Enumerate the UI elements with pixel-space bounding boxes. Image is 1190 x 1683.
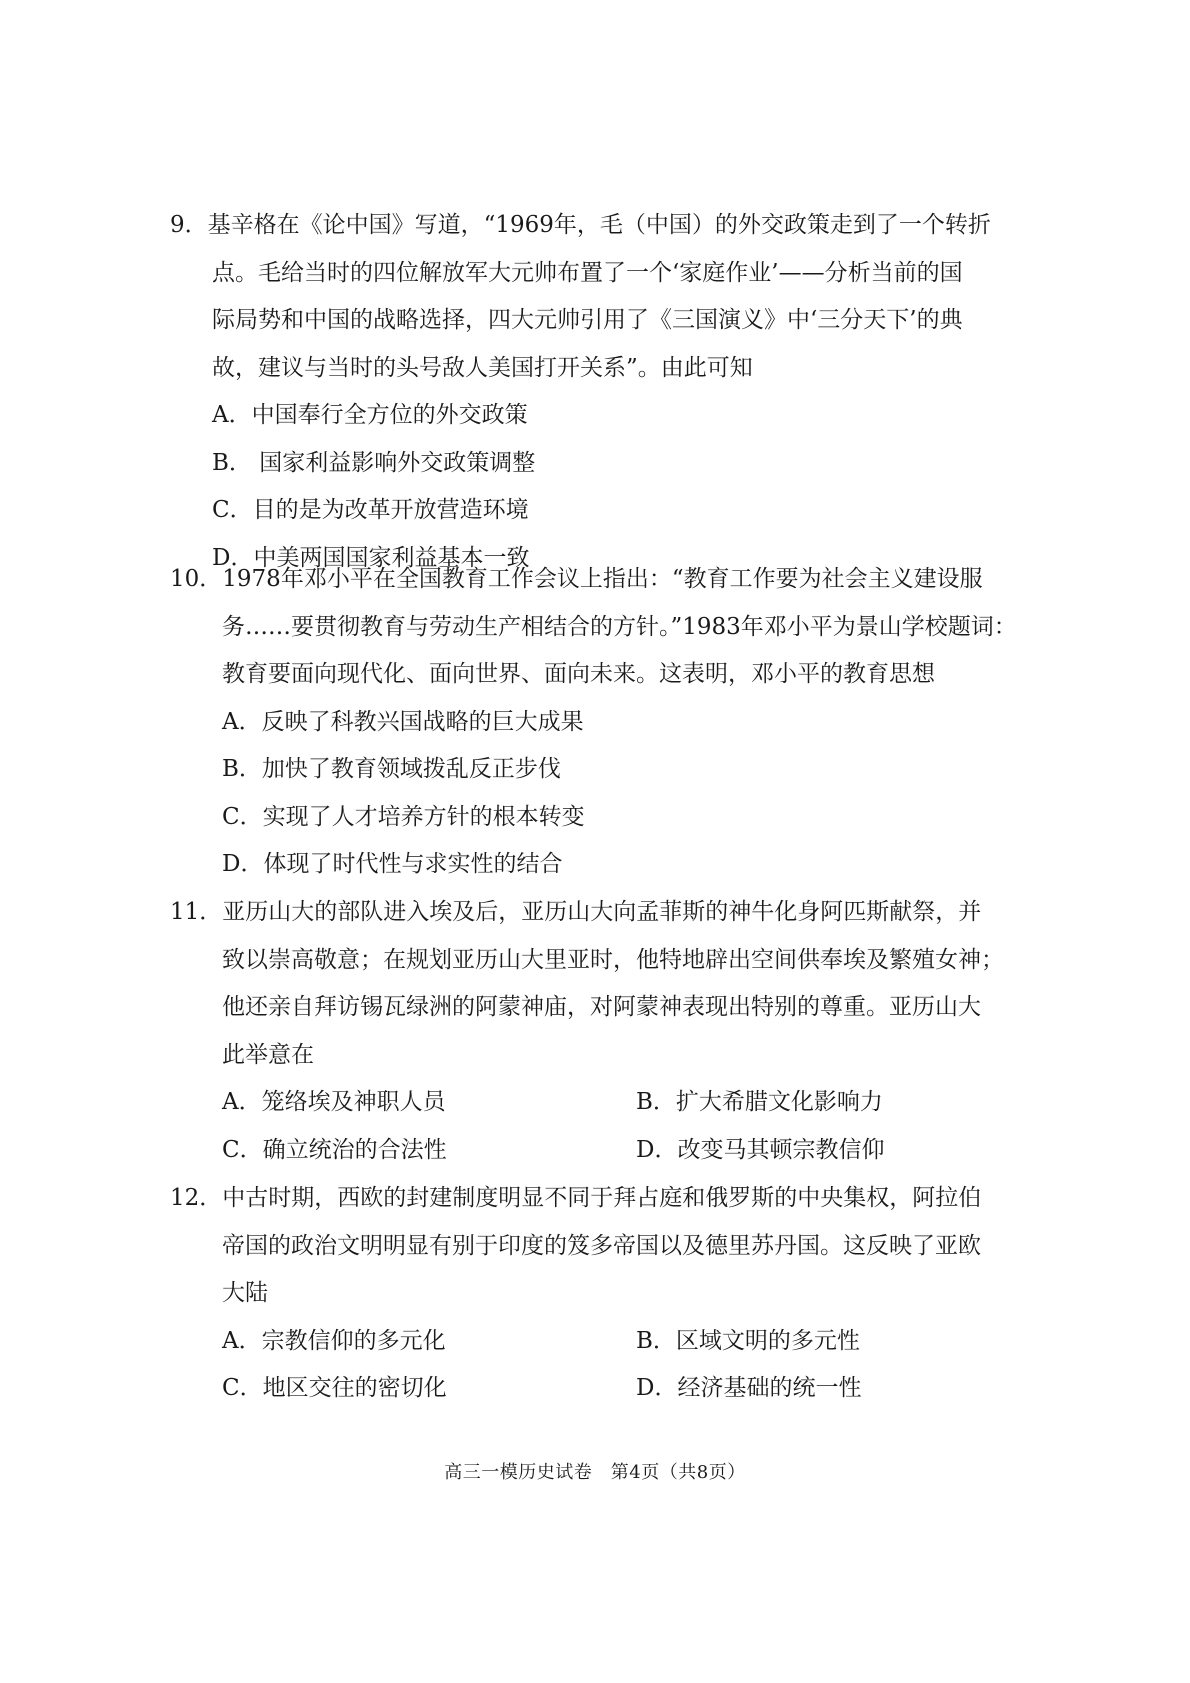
question-12 [170, 1175, 1050, 1413]
question-number: 9． [170, 212, 208, 238]
options-row-2 [170, 1127, 1050, 1175]
option-b: B．加快了教育领域拨乱反正步伐 [222, 756, 561, 782]
question-stem [170, 556, 1050, 699]
options-row-1 [170, 1079, 1050, 1127]
option-a: A．中国奉行全方位的外交政策 [212, 402, 528, 428]
question-10 [170, 556, 1050, 889]
stem-line: 中古时期，西欧的封建制度明显不同于拜占庭和俄罗斯的中央集权，阿拉伯 [222, 1185, 982, 1211]
options-row-1 [170, 1318, 1050, 1366]
stem-line: 故，建议与当时的头号敌人美国打开关系”。由此可知 [212, 354, 753, 381]
page-footer: 高三一模历史试卷 第4页（共8页） [444, 1462, 746, 1483]
stem-line: 他还亲自拜访锡瓦绿洲的阿蒙神庙，对阿蒙神表现出特别的尊重。亚历山大 [222, 994, 981, 1020]
question-number: 12． [170, 1185, 223, 1211]
stem-line: 点。毛给当时的四位解放军大元帅布置了一个‘家庭作业’——分析当前的国 [212, 259, 963, 286]
option-c: C．实现了人才培养方针的根本转变 [222, 803, 585, 830]
option-a: A．宗教信仰的多元化 [222, 1327, 446, 1354]
stem-line: 帝国的政治文明明显有别于印度的笈多帝国以及德里苏丹国。这反映了亚欧 [222, 1232, 981, 1259]
stem-line: 1978年邓小平在全国教育工作会议上指出：“教育工作要为社会主义建设服 [222, 566, 983, 592]
option-c: C．地区交往的密切化 [222, 1375, 447, 1401]
stem-line: 致以崇高敬意；在规划亚历山大里亚时，他特地辟出空间供奉埃及繁殖女神； [222, 946, 1004, 973]
option-d: D．经济基础的统一性 [636, 1375, 862, 1401]
question-11 [170, 889, 1050, 1174]
question-stem [170, 889, 1050, 1079]
option-c: C．确立统治的合法性 [222, 1136, 447, 1163]
option-d: D．中美两国国家利益基本一致 [212, 544, 530, 571]
stem-line: 务……要贯彻教育与劳动生产相结合的方针。”1983年邓小平为景山学校题词： [222, 613, 1017, 640]
option-d: D．体现了时代性与求实性的结合 [222, 851, 563, 877]
question-stem [170, 202, 1050, 392]
option-b: B．区域文明的多元性 [636, 1327, 860, 1354]
stem-line: 亚历山大的部队进入埃及后，亚历山大向孟菲斯的神牛化身阿匹斯献祭，并 [222, 899, 982, 925]
question-stem [170, 1175, 1050, 1318]
stem-line: 此举意在 [222, 1041, 314, 1068]
question-number: 11． [170, 899, 223, 925]
options-row-2 [170, 1365, 1050, 1413]
stem-line: 际局势和中国的战略选择，四大元帅引用了《三国演义》中‘三分天下’的典 [212, 307, 963, 333]
option-d: D．改变马其顿宗教信仰 [636, 1136, 885, 1163]
option-c: C．目的是为改革开放营造环境 [212, 497, 529, 523]
stem-line: 教育要面向现代化、面向世界、面向未来。这表明，邓小平的教育思想 [222, 661, 935, 687]
stem-line: 基辛格在《论中国》写道，“1969年，毛（中国）的外交政策走到了一个转折 [207, 212, 991, 238]
stem-line: 大陆 [222, 1280, 268, 1306]
question-number: 10． [170, 566, 223, 592]
option-b: B． 国家利益影响外交政策调整 [212, 449, 536, 476]
option-a: A．笼络埃及神职人员 [222, 1089, 446, 1115]
option-b: B．扩大希腊文化影响力 [636, 1089, 883, 1115]
question-9 [170, 202, 1050, 582]
option-a: A．反映了科教兴国战略的巨大成果 [222, 708, 584, 735]
